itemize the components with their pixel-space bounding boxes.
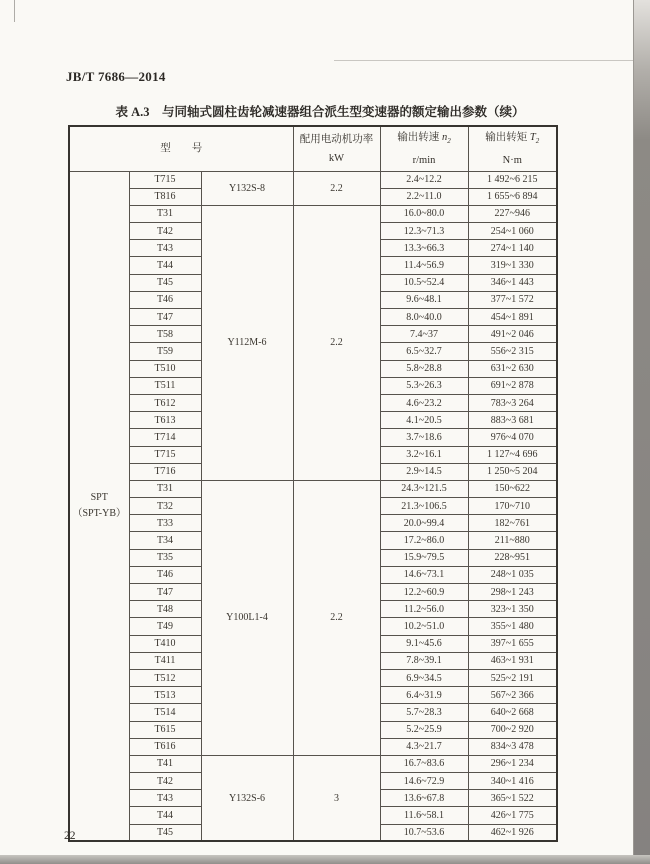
cell-torque: 700~2 920 (468, 721, 557, 738)
cell-power: 3 (293, 755, 380, 841)
cell-speed: 4.1~20.5 (380, 412, 468, 429)
cell-speed: 7.4~37 (380, 326, 468, 343)
cell-torque: 640~2 668 (468, 704, 557, 721)
cell-model: T45 (129, 274, 201, 291)
page-number: 22 (64, 830, 76, 842)
cell-torque: 426~1 775 (468, 807, 557, 824)
standard-number: JB/T 7686—2014 (66, 69, 166, 84)
cell-torque: 254~1 060 (468, 223, 557, 240)
cell-torque: 296~1 234 (468, 755, 557, 772)
cell-model: T612 (129, 394, 201, 411)
cell-torque: 883~3 681 (468, 412, 557, 429)
cell-speed: 4.6~23.2 (380, 394, 468, 411)
scan-artifact-line (14, 0, 15, 22)
cell-model: T615 (129, 721, 201, 738)
cell-model: T47 (129, 309, 201, 326)
cell-speed: 12.2~60.9 (380, 584, 468, 601)
cell-speed: 5.3~26.3 (380, 377, 468, 394)
header-output-speed-label: 输出转速 $n_2$ (397, 131, 451, 145)
cell-model: T41 (129, 755, 201, 772)
cell-model: T33 (129, 515, 201, 532)
cell-torque: 340~1 416 (468, 773, 557, 790)
cell-speed: 11.2~56.0 (380, 601, 468, 618)
cell-speed: 21.3~106.5 (380, 498, 468, 515)
cell-torque: 462~1 926 (468, 824, 557, 841)
cell-speed: 14.6~72.9 (380, 773, 468, 790)
cell-model: T47 (129, 584, 201, 601)
table-row (69, 205, 557, 222)
cell-model: T714 (129, 429, 201, 446)
header-output-torque-unit: N·m (502, 154, 522, 166)
cell-model: T49 (129, 618, 201, 635)
cell-speed: 3.2~16.1 (380, 446, 468, 463)
cell-model: T44 (129, 807, 201, 824)
cell-speed: 5.2~25.9 (380, 721, 468, 738)
cell-model: T44 (129, 257, 201, 274)
cell-model: T411 (129, 652, 201, 669)
cell-torque: 525~2 191 (468, 669, 557, 686)
series-name: SPT (90, 491, 108, 503)
cell-torque: 248~1 035 (468, 566, 557, 583)
cell-speed: 11.6~58.1 (380, 807, 468, 824)
cell-torque: 319~1 330 (468, 257, 557, 274)
table-header-row (69, 126, 557, 171)
cell-model: T511 (129, 377, 201, 394)
cell-torque: 783~3 264 (468, 394, 557, 411)
cell-speed: 11.4~56.9 (380, 257, 468, 274)
cell-speed: 10.2~51.0 (380, 618, 468, 635)
table-row (69, 480, 557, 497)
cell-model: T34 (129, 532, 201, 549)
header-output-torque-label: 输出转矩 $T_2$ (485, 131, 540, 145)
cell-speed: 3.7~18.6 (380, 429, 468, 446)
cell-model: T410 (129, 635, 201, 652)
cell-model: T42 (129, 223, 201, 240)
cell-speed: 6.5~32.7 (380, 343, 468, 360)
cell-model: T510 (129, 360, 201, 377)
cell-power: 2.2 (293, 480, 380, 755)
table-title: 表 A.3 与同轴式圆柱齿轮减速器组合派生型变速器的额定输出参数（续） (115, 105, 525, 119)
cell-model: T59 (129, 343, 201, 360)
cell-model: T31 (129, 205, 201, 222)
cell-model: T512 (129, 669, 201, 686)
cell-torque: 631~2 630 (468, 360, 557, 377)
cell-power: 2.2 (293, 205, 380, 480)
header-motor-power (293, 126, 380, 171)
cell-speed: 20.0~99.4 (380, 515, 468, 532)
cell-model: T716 (129, 463, 201, 480)
cell-model: T616 (129, 738, 201, 755)
cell-speed: 10.5~52.4 (380, 274, 468, 291)
header-model: 型 号 (69, 126, 293, 171)
cell-speed: 9.6~48.1 (380, 291, 468, 308)
cell-torque: 274~1 140 (468, 240, 557, 257)
cell-speed: 2.2~11.0 (380, 188, 468, 205)
cell-speed: 9.1~45.6 (380, 635, 468, 652)
header-output-torque (468, 126, 557, 171)
cell-torque: 1 655~6 894 (468, 188, 557, 205)
cell-speed: 16.7~83.6 (380, 755, 468, 772)
cell-model: T46 (129, 291, 201, 308)
table-row (69, 755, 557, 772)
cell-torque: 1 492~6 215 (468, 171, 557, 188)
cell-speed: 15.9~79.5 (380, 549, 468, 566)
cell-torque: 227~946 (468, 205, 557, 222)
cell-speed: 6.4~31.9 (380, 687, 468, 704)
series-alias: （SPT-YB） (72, 507, 127, 519)
cell-torque: 834~3 478 (468, 738, 557, 755)
cell-torque: 150~622 (468, 480, 557, 497)
cell-motor: Y132S-6 (201, 755, 293, 841)
cell-speed: 2.9~14.5 (380, 463, 468, 480)
cell-torque: 491~2 046 (468, 326, 557, 343)
cell-series (69, 171, 129, 841)
cell-speed: 5.8~28.8 (380, 360, 468, 377)
rated-output-parameters-table (68, 125, 558, 842)
cell-model: T613 (129, 412, 201, 429)
cell-model: T35 (129, 549, 201, 566)
cell-torque: 346~1 443 (468, 274, 557, 291)
cell-speed: 17.2~86.0 (380, 532, 468, 549)
cell-model: T42 (129, 773, 201, 790)
scan-shadow-right (633, 0, 650, 864)
cell-torque: 691~2 878 (468, 377, 557, 394)
cell-torque: 397~1 655 (468, 635, 557, 652)
cell-speed: 2.4~12.2 (380, 171, 468, 188)
cell-torque: 323~1 350 (468, 601, 557, 618)
table-row (69, 171, 557, 188)
cell-torque: 976~4 070 (468, 429, 557, 446)
cell-speed: 24.3~121.5 (380, 480, 468, 497)
header-output-speed (380, 126, 468, 171)
cell-torque: 365~1 522 (468, 790, 557, 807)
cell-speed: 5.7~28.3 (380, 704, 468, 721)
cell-motor: Y112M-6 (201, 205, 293, 480)
cell-model: T715 (129, 171, 201, 188)
cell-motor: Y100L1-4 (201, 480, 293, 755)
cell-model: T816 (129, 188, 201, 205)
cell-torque: 211~880 (468, 532, 557, 549)
header-motor-power-unit: kW (328, 152, 345, 164)
cell-speed: 8.0~40.0 (380, 309, 468, 326)
cell-torque: 170~710 (468, 498, 557, 515)
cell-model: T43 (129, 790, 201, 807)
cell-model: T513 (129, 687, 201, 704)
scan-artifact-line (334, 60, 634, 61)
header-motor-power-label: 配用电动机功率 (299, 133, 374, 145)
cell-torque: 182~761 (468, 515, 557, 532)
cell-torque: 377~1 572 (468, 291, 557, 308)
cell-torque: 1 250~5 204 (468, 463, 557, 480)
cell-motor: Y132S-8 (201, 171, 293, 205)
cell-model: T514 (129, 704, 201, 721)
header-output-speed-unit: r/min (412, 154, 436, 166)
cell-speed: 10.7~53.6 (380, 824, 468, 841)
cell-model: T58 (129, 326, 201, 343)
cell-speed: 4.3~21.7 (380, 738, 468, 755)
cell-model: T31 (129, 480, 201, 497)
cell-speed: 13.6~67.8 (380, 790, 468, 807)
cell-model: T32 (129, 498, 201, 515)
cell-torque: 567~2 366 (468, 687, 557, 704)
cell-model: T715 (129, 446, 201, 463)
cell-speed: 6.9~34.5 (380, 669, 468, 686)
cell-speed: 14.6~73.1 (380, 566, 468, 583)
cell-torque: 355~1 480 (468, 618, 557, 635)
cell-torque: 1 127~4 696 (468, 446, 557, 463)
cell-speed: 16.0~80.0 (380, 205, 468, 222)
cell-power: 2.2 (293, 171, 380, 205)
cell-torque: 298~1 243 (468, 584, 557, 601)
cell-model: T48 (129, 601, 201, 618)
cell-torque: 228~951 (468, 549, 557, 566)
cell-speed: 12.3~71.3 (380, 223, 468, 240)
cell-speed: 13.3~66.3 (380, 240, 468, 257)
cell-torque: 454~1 891 (468, 309, 557, 326)
cell-torque: 463~1 931 (468, 652, 557, 669)
cell-torque: 556~2 315 (468, 343, 557, 360)
cell-model: T46 (129, 566, 201, 583)
cell-model: T43 (129, 240, 201, 257)
scan-shadow-bottom (0, 855, 650, 864)
cell-model: T45 (129, 824, 201, 841)
cell-speed: 7.8~39.1 (380, 652, 468, 669)
